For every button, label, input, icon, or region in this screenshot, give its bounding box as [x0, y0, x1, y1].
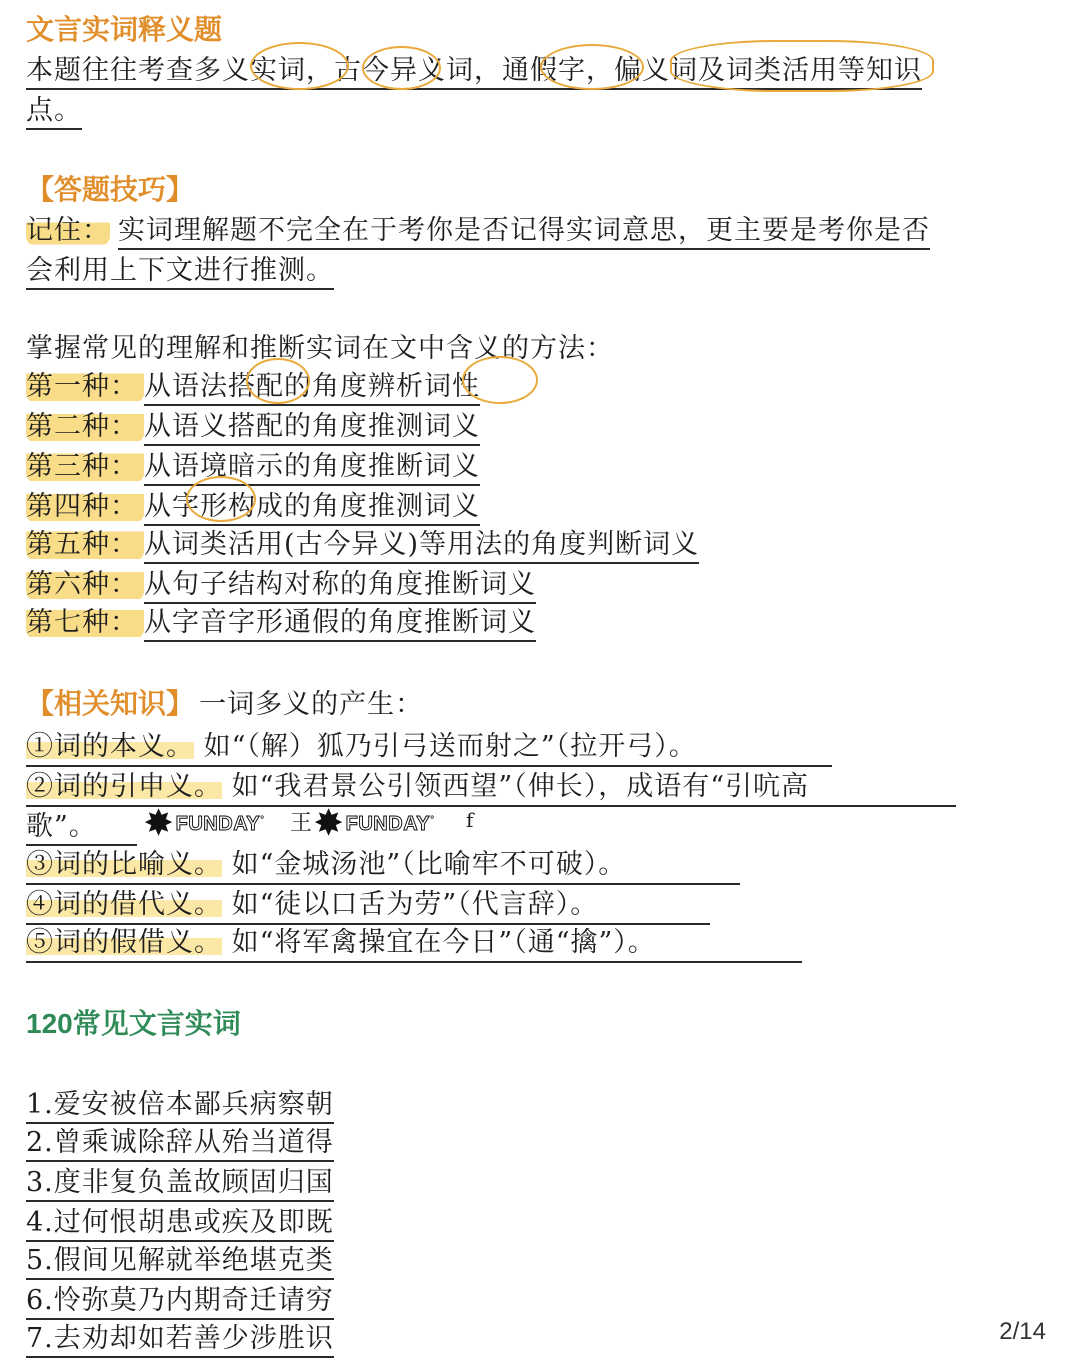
method-text: 从词类活用(古今异义)等用法的角度判断词义 — [144, 529, 699, 564]
watermark-fragment: 王 — [290, 811, 314, 836]
knowledge-item-2-cont — [26, 804, 137, 843]
intro-text: 本题往往考查多义实词，古今异义词，通假字，偏义词及词类活用等知识 — [26, 55, 922, 90]
knowledge-text: 如“徒以口舌为劳”（代言辞）。 — [231, 889, 599, 920]
knowledge-label: ⑤词的假借义。 — [26, 927, 222, 958]
word-line-text: 6.怜弥莫乃内期奇迁请穷 — [26, 1285, 334, 1320]
knowledge-label: ②词的引申义。 — [26, 771, 222, 802]
word-line-text: 7.去劝却如若善少涉胜识 — [26, 1323, 334, 1358]
word-line-1 — [26, 1082, 334, 1121]
method-text: 从字形构成的角度推测词义 — [144, 491, 480, 526]
word-line-6 — [26, 1278, 334, 1317]
tips-heading: 【答题技巧】 — [26, 174, 195, 205]
method-label: 第一种： — [26, 364, 144, 403]
method-label: 第四种： — [26, 484, 144, 523]
starburst-icon: ✸ — [316, 807, 342, 840]
method-item-7 — [26, 600, 536, 639]
knowledge-item-4 — [26, 882, 710, 925]
method-text: 从字音字形通假的角度推断词义 — [144, 607, 536, 642]
related-sub: 一词多义的产生： — [199, 689, 424, 720]
word-line-2 — [26, 1120, 334, 1159]
knowledge-item-5 — [26, 920, 802, 963]
knowledge-text: 如“（解）狐乃引弓送而射之”（拉开弓）。 — [203, 731, 697, 762]
remember-line-1 — [26, 208, 930, 247]
watermark-fragment-2: f — [466, 808, 475, 832]
word-line-3 — [26, 1160, 334, 1199]
words-heading: 120常见文言实词 — [26, 1008, 241, 1039]
method-label: 第六种： — [26, 562, 144, 601]
word-line-text: 5.假间见解就举绝堪克类 — [26, 1245, 334, 1280]
word-line-5 — [26, 1238, 334, 1277]
knowledge-text: 如“金城汤池”（比喻牢不可破）。 — [231, 849, 627, 880]
watermark-text: FUNDAY — [345, 813, 431, 835]
method-item-4 — [26, 484, 480, 523]
starburst-icon: ✸ — [146, 807, 172, 840]
knowledge-text: 如“将军禽操宜在今日”（通“擒”）。 — [231, 927, 656, 958]
word-line-text: 4.过何恨胡患或疾及即既 — [26, 1207, 334, 1242]
remember-text-cont: 会利用上下文进行推测。 — [26, 255, 334, 290]
method-text: 从语义搭配的角度推测词义 — [144, 411, 480, 446]
intro-line-1 — [26, 48, 922, 87]
method-label: 第三种： — [26, 444, 144, 483]
intro-text-cont: 点。 — [26, 95, 82, 130]
knowledge-text-cont: 歌”。 — [26, 811, 137, 846]
method-item-2 — [26, 404, 480, 443]
knowledge-item-2 — [26, 764, 956, 807]
word-line-text: 2.曾乘诚除辞从殆当道得 — [26, 1127, 334, 1162]
knowledge-label: ④词的借代义。 — [26, 889, 222, 920]
knowledge-text: 如“我君景公引领西望”（伸长），成语有“引吭高 — [231, 771, 810, 802]
method-item-5 — [26, 522, 699, 561]
methods-intro: 掌握常见的理解和推断实词在文中含义的方法： — [26, 333, 614, 364]
page-title: 文言实词释义题 — [26, 14, 223, 45]
watermark-text: FUNDAY — [175, 813, 261, 835]
method-text: 从句子结构对称的角度推断词义 — [144, 569, 536, 604]
knowledge-label: ③词的比喻义。 — [26, 849, 222, 880]
method-text: 从语境暗示的角度推断词义 — [144, 451, 480, 486]
remember-label: 记住： — [26, 215, 110, 246]
watermark-logo: ✸ FUNDAY° — [316, 807, 435, 840]
word-line-7 — [26, 1316, 334, 1355]
method-label: 第五种： — [26, 522, 144, 561]
method-text: 从语法搭配的角度辨析词性 — [144, 371, 480, 406]
remember-line-2 — [26, 248, 334, 287]
method-label: 第七种： — [26, 600, 144, 639]
related-heading-row — [26, 682, 423, 722]
method-item-3 — [26, 444, 480, 483]
knowledge-item-3 — [26, 842, 740, 885]
word-line-text: 3.度非复负盖故顾固归国 — [26, 1167, 334, 1202]
remember-text: 实词理解题不完全在于考你是否记得实词意思，更主要是考你是否 — [118, 215, 930, 250]
method-item-6 — [26, 562, 536, 601]
word-line-4 — [26, 1200, 334, 1239]
related-heading: 【相关知识】 — [26, 688, 195, 719]
method-item-1 — [26, 364, 480, 403]
knowledge-label: ①词的本义。 — [26, 731, 194, 762]
page-indicator: 2/14 — [999, 1318, 1046, 1345]
method-label: 第二种： — [26, 404, 144, 443]
knowledge-item-1 — [26, 724, 832, 767]
intro-line-2 — [26, 88, 82, 127]
word-line-text: 1.爱安被倍本鄙兵病察朝 — [26, 1089, 334, 1124]
watermark-logo: ✸ FUNDAY° — [146, 807, 265, 840]
